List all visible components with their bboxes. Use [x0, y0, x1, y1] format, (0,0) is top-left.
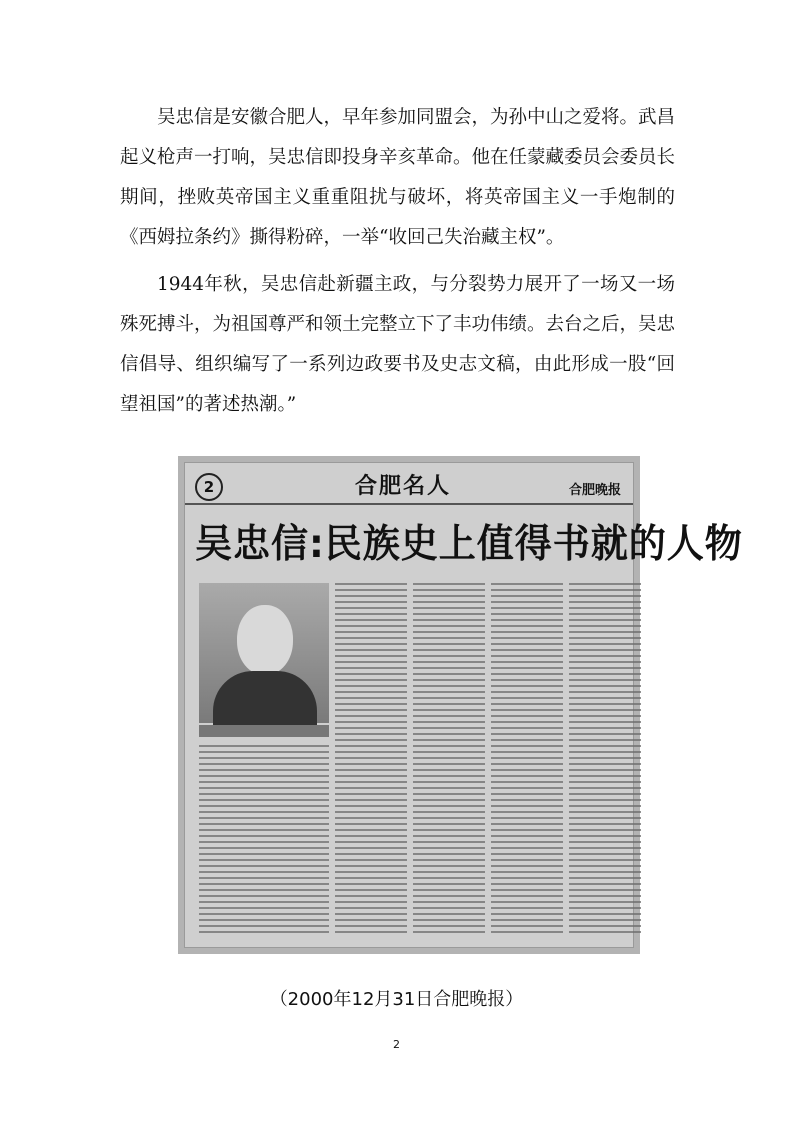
clipping-text-column [413, 583, 485, 937]
image-caption: （2000年12月31日合肥晚报） [269, 989, 524, 1010]
clipping-text-column [569, 583, 641, 937]
body-paragraph-2: 1944年秋，吴忠信赴新疆主政，与分裂势力展开了一场又一场殊死搏斗，为祖国尊严和领土完整立下了丰功伟绩。去台之后，吴忠信倡导、组织编写了一系列边政要书及史志文稿，由此形成一股“回望祖国”的著述热潮。” [120, 274, 676, 415]
clipping-section-title: 合肥名人 [355, 473, 452, 499]
clipping-text-columns [335, 583, 623, 937]
newspaper-clipping-image [178, 456, 743, 954]
clipping-page-badge: 2 [195, 473, 223, 501]
page-number: 2 [393, 1038, 400, 1051]
body-paragraph-1: 吴忠信是安徽合肥人，早年参加同盟会，为孙中山之爱将。武昌起义枪声一打响，吴忠信即投身辛亥革命。他在任蒙藏委员会委员长期间，挫败英帝国主义重重阻扰与破坏，将英帝国主义一手炮制的《西姆拉条约》撕得粉碎，一举“收回己失治藏主权”。 [120, 107, 676, 248]
clipping-headline: 吴忠信:民族史上值得书就的人物 [195, 522, 743, 567]
clipping-text-column-left [199, 745, 329, 937]
clipping-paper-name: 合肥晚报 [568, 483, 621, 498]
photo-caption-bar [199, 725, 329, 737]
clipping-masthead [185, 463, 633, 505]
clipping-text-column [491, 583, 563, 937]
clipping-text-column [335, 583, 407, 937]
portrait-photo [199, 583, 329, 723]
